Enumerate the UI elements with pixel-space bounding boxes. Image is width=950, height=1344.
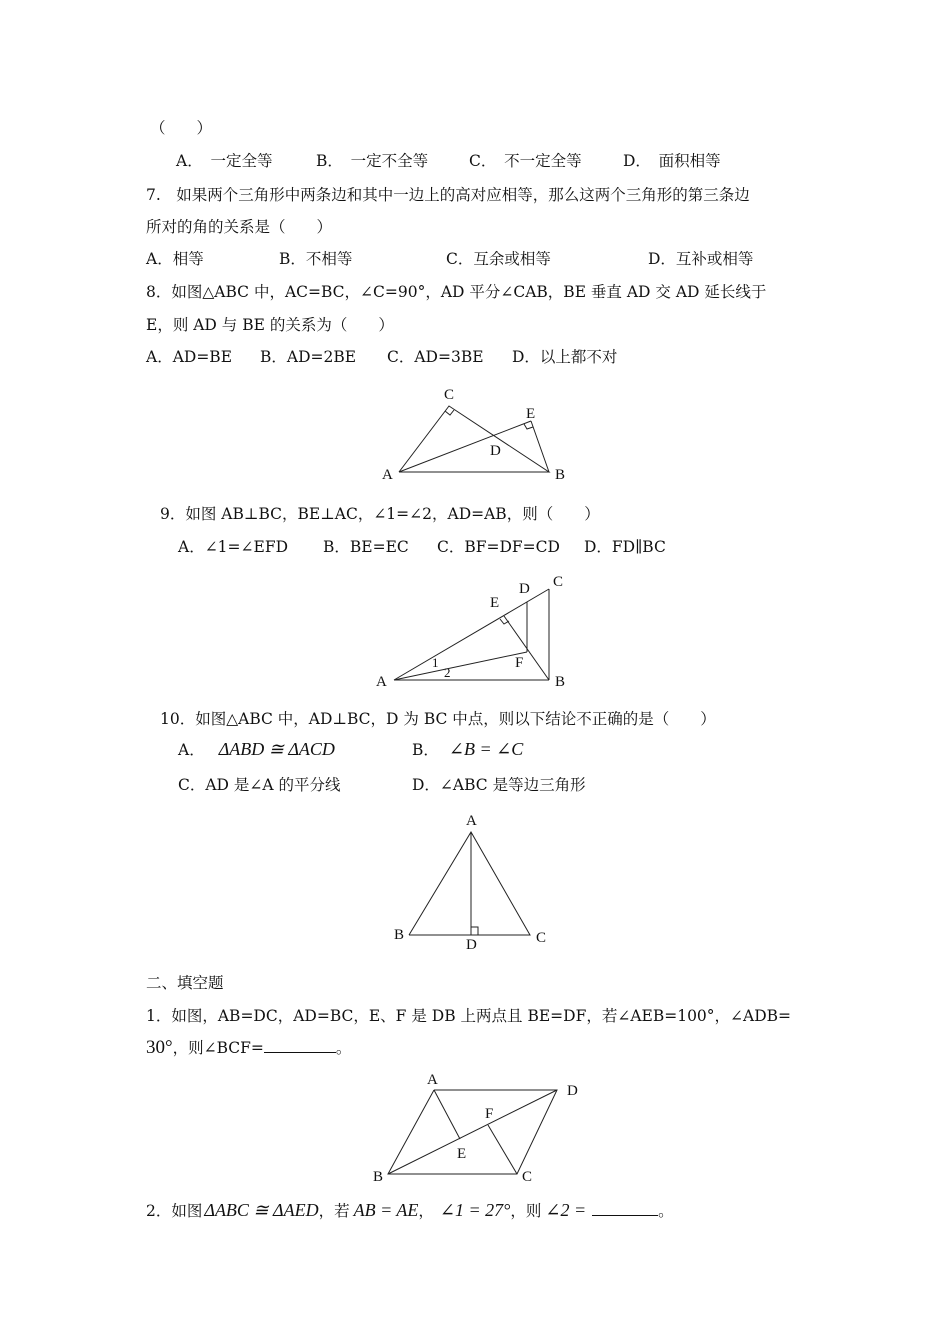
q9-option-a: A．∠1=∠EFD (178, 538, 289, 556)
f2-answer-blank[interactable] (592, 1201, 658, 1216)
f2-prefix: 2．如图 (146, 1202, 203, 1220)
f1-line-2 (146, 1036, 351, 1059)
f1-label-d: D (567, 1083, 578, 1099)
f1-diagonal-bd (388, 1090, 557, 1174)
q8-option-c: C．AD=3BE (387, 348, 484, 366)
f2-math-angle-1: ∠1 = 27° (439, 1200, 511, 1220)
q8-label-d: D (490, 443, 501, 459)
f1-line-1: 1．如图，AB=DC，AD=BC，E、F 是 DB 上两点且 BE=DF，若∠AEB=100°，∠ADB= (146, 1007, 792, 1025)
f1-label-e: E (457, 1146, 467, 1162)
q10-option-d: D．∠ABC 是等边三角形 (412, 776, 586, 794)
q7-option-d: D．互补或相等 (648, 250, 754, 268)
q8-line-2: E，则 AD 与 BE 的关系为（ ） (146, 316, 394, 334)
q10-label-a: A (466, 813, 477, 829)
q8-right-angle-c (445, 410, 454, 415)
f1-line-cf (488, 1125, 517, 1174)
q10-option-b-label: B． (412, 741, 439, 759)
q10-option-a (178, 738, 335, 760)
q7-option-a: A．相等 (146, 250, 204, 268)
q9-label-2: 2 (444, 665, 451, 680)
q7-option-b: B．不相等 (279, 250, 353, 268)
q10-option-b (412, 738, 523, 760)
q8-line-1: 8．如图△ABC 中，AC=BC，∠C=90°，AD 平分∠CAB，BE 垂直 AD 交 AD 延长线于 (146, 283, 767, 301)
q9-option-c: C．BF=DF=CD (437, 538, 560, 556)
f1-line-2-end: 。 (335, 1039, 352, 1057)
q9-option-b: B．BE=EC (323, 538, 409, 556)
q8-label-a: A (382, 467, 393, 483)
f1-label-f: F (485, 1106, 494, 1122)
q10-triangle-figure (380, 808, 570, 958)
q8-label-e: E (526, 406, 536, 422)
f1-answer-blank[interactable] (264, 1038, 336, 1053)
q7-line-1: 7. 如果两个三角形中两条边和其中一边上的高对应相等，那么这两个三角形的第三条边 (146, 186, 750, 204)
q10-option-a-label: A． (178, 741, 205, 759)
q10-triangle-abc (409, 832, 530, 935)
q9-line-ac (394, 589, 549, 680)
q9-label-e: E (490, 595, 500, 611)
q10-line-1: 10．如图△ABC 中，AD⊥BC，D 为 BC 中点，则以下结论不正确的是（ ） (160, 710, 716, 728)
q6-option-a: A． 一定全等 (176, 152, 273, 170)
f1-label-b: B (373, 1169, 384, 1185)
f1-parallelogram-figure (360, 1068, 600, 1186)
q8-line-eb (531, 421, 549, 472)
f2-math-angle-2: ∠2 = (545, 1200, 587, 1220)
q10-option-c: C．AD 是∠A 的平分线 (178, 776, 341, 794)
f1-line-2-text: ，则∠BCF= (172, 1039, 264, 1057)
f1-label-c: C (522, 1169, 533, 1185)
q10-option-a-math: ΔABD ≅ ΔACD (218, 739, 335, 759)
q9-label-c: C (553, 574, 564, 590)
q7-line-2: 所对的角的关系是（ ） (146, 218, 333, 236)
q8-label-b: B (555, 467, 566, 483)
f1-angle-30: 30° (146, 1037, 173, 1058)
top-paren: （ ） (150, 119, 213, 137)
q7-option-c: C．互余或相等 (446, 250, 551, 268)
q9-label-b: B (555, 674, 566, 690)
q8-triangle-figure (370, 380, 590, 490)
q9-label-d: D (519, 581, 530, 597)
q10-right-angle-d (471, 927, 478, 935)
f2-mid-3: ，则 (510, 1202, 542, 1220)
q6-option-c: C． 不一定全等 (469, 152, 582, 170)
q8-right-angle-e (524, 424, 533, 429)
q8-label-c: C (444, 387, 455, 403)
q6-option-d: D． 面积相等 (623, 152, 721, 170)
q9-label-a: A (376, 674, 387, 690)
q8-option-d: D．以上都不对 (512, 348, 618, 366)
q9-label-f: F (515, 655, 524, 671)
q9-label-1: 1 (432, 655, 439, 670)
q9-line-1: 9．如图 AB⊥BC，BE⊥AC，∠1=∠2，AD=AB，则（ ） (160, 505, 600, 523)
f2-math-congruent: ΔABC ≅ ΔAED (204, 1200, 319, 1220)
q10-label-c: C (536, 930, 547, 946)
q9-line-af (394, 652, 527, 680)
f2-mid-2: ， (418, 1202, 434, 1220)
q9-option-d: D．FD∥BC (584, 538, 666, 556)
q10-label-b: B (394, 927, 405, 943)
f1-line-ae (434, 1090, 460, 1139)
f2-mid-1: ，若 (318, 1202, 350, 1220)
q6-option-b: B． 一定不全等 (316, 152, 429, 170)
q10-option-b-math: ∠B = ∠C (448, 739, 524, 759)
q8-option-a: A．AD=BE (146, 348, 233, 366)
q9-right-angle-e (500, 619, 509, 624)
q10-label-d: D (466, 937, 477, 953)
f2-math-ab-ae: AB = AE (353, 1200, 419, 1220)
q8-option-b: B．AD=2BE (260, 348, 357, 366)
q9-triangle-figure (370, 570, 590, 695)
f2-end: 。 (658, 1202, 674, 1220)
f1-label-a: A (427, 1072, 438, 1088)
f2-line (146, 1199, 674, 1221)
section-2-title: 二、填空题 (146, 974, 224, 992)
